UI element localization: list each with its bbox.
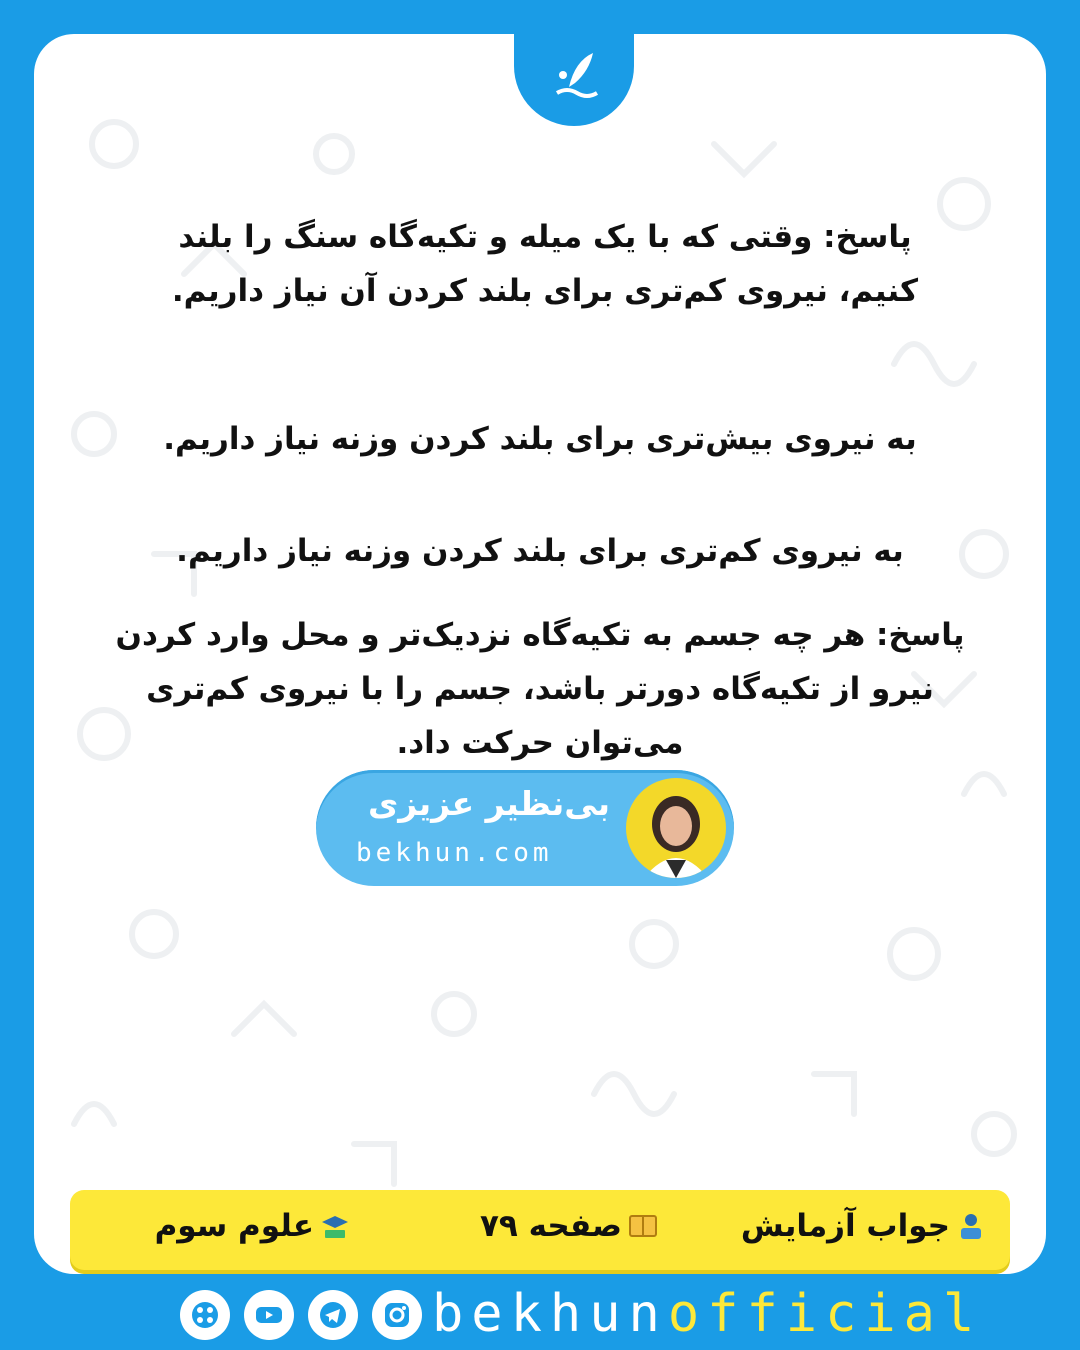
- aparat-icon: [190, 1300, 220, 1330]
- telegram-icon: [318, 1300, 348, 1330]
- youtube-link[interactable]: [244, 1290, 294, 1340]
- book-icon: [628, 1211, 658, 1241]
- avatar: [626, 778, 726, 878]
- brand-part1: bekhun: [432, 1284, 668, 1344]
- answer-paragraph-2: پاسخ: هر چه جسم به تکیه‌گاه نزدیک‌تر و محل وارد کردن نیرو از تکیه‌گاه دورتر باشد، جسم را با نیروی کم‌تری می‌توان حرکت داد.: [115, 617, 965, 761]
- teacher-icon: [956, 1211, 986, 1241]
- instagram-link[interactable]: [372, 1290, 422, 1340]
- answer-paragraph-1: پاسخ: وقتی که با یک میله و تکیه‌گاه سنگ را بلند کنیم، نیروی کم‌تری برای بلند کردن آن نیاز داریم.: [171, 219, 919, 309]
- info-bar: [70, 1190, 1010, 1270]
- graduation-icon: [320, 1211, 350, 1241]
- bekhun-logo-icon: [539, 45, 609, 115]
- youtube-icon: [254, 1300, 284, 1330]
- subject-label: علوم سوم: [155, 1208, 350, 1244]
- content-card: [34, 34, 1046, 1274]
- instagram-icon: [382, 1300, 412, 1330]
- statement-more-force: به نیروی بیش‌تری برای بلند کردن وزنه نیاز داریم.: [163, 421, 917, 457]
- statement-less-force: به نیروی کم‌تری برای بلند کردن وزنه نیاز داریم.: [176, 533, 904, 569]
- author-site: bekhun.com: [356, 838, 553, 868]
- brand-wordmark: [432, 1282, 982, 1346]
- author-badge: [316, 770, 734, 886]
- page-label: صفحه ۷۹: [480, 1208, 658, 1244]
- aparat-link[interactable]: [180, 1290, 230, 1340]
- brand-part2: official: [667, 1284, 983, 1344]
- footer: [0, 1280, 1080, 1350]
- telegram-link[interactable]: [308, 1290, 358, 1340]
- author-name: بی‌نظیر عزیزی: [367, 784, 610, 823]
- answer-label: جواب آزمایش: [741, 1208, 986, 1244]
